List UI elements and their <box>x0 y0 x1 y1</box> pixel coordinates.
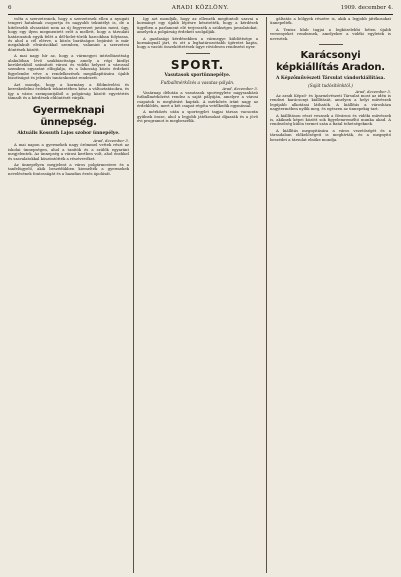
article-paragraph: Az aradi Képző- és Iparművészeti Társulat most az idén is rendezi karácsonyi kiállítását, amelyen a helyi művészek legújabb alkotásai láthatók. A kiállítás a városháza nagytermében nyílik meg, és egészen az ünnepekig tart. <box>270 93 391 112</box>
article-subheadline: A Képzőművészeti Társulat vándorkiállítása. <box>275 76 386 82</box>
article-subheadline-2: (Saját tudósítónktól.) <box>308 83 353 89</box>
article-paragraph: Így azt mondják, hogy az ellenzék megfontolt szavai a kormányt egy újabb lépésre késztették, hogy a kérdések ügyében a parlament elé terjesszék a szükséges javaslatokat, amelyek a polgárság érdekeit szolgálják. <box>137 17 258 35</box>
article-subheadline: Vasutasok sportünnepélye. <box>164 72 231 78</box>
section-separator <box>319 44 343 45</box>
article-dateline: Arad, december 3. <box>222 85 258 91</box>
article-subheadline: Aktuális Kossuth Lajos szobor ünnepélye. <box>17 131 120 137</box>
article-subheadline-2: Futballmérkőzés a vasutas-pályán. <box>160 79 235 85</box>
article-paragraph: A mérkőzés után a sportegylet tagjai társas vacsorán gyűlnek össze, ahol a legjobb játékosokat díjazzák és a jövő évi programot is megbeszélik. <box>137 109 258 124</box>
column-rule <box>266 17 267 573</box>
column-1 <box>8 17 129 573</box>
article-paragraph: A mai nagy hír az, hogy a vármegyei intézőbizottság alakulóban lévő szakbizottsága amely a régi királyi kerületekből számított városi és vidéki helyzet a várossal szemben egyaránt elfoglalja, és a lakosság közös érdekeit figyelembe véve a rendelkezések megállapítására újabb bizottságot és jelentős tanácskozást rendezett. <box>8 53 129 81</box>
article-paragraph: A gazdasági kérdésekben a vármegye küldöttsége a kormánynál járt, és ott a leghatározottabb ígéretet kapta, hogy a vasúti összeköttetések ügye rövidesen rendezést nyer. <box>137 35 258 50</box>
newspaper-title: ARADI KÖZLÖNY. <box>171 5 230 11</box>
section-headline: SPORT. <box>170 57 225 72</box>
article-paragraph: gáltatás a hölgyek részére is, akik a legjobb játékosokat ünnepelték. <box>270 17 391 26</box>
column-2 <box>137 17 258 573</box>
column-3 <box>270 17 391 573</box>
article-paragraph: A Tenisz klub tagjai a legközelebbi héten újabb versenyeket rendeznek, amelyekre a vidéki egyletek is neveztek. <box>270 26 391 41</box>
article-headline: Gyermeknapi ünnepség. <box>32 105 105 129</box>
article-headline: Karácsonyi képkiállítás Aradon. <box>276 50 385 74</box>
article-paragraph: Az ünnepélyen megjelent a város polgármestere és a tanfelügyelő, akik beszédükben kiemelték a gyermekek nevelésének fontosságát és a hazafias érzés ápolását. <box>8 161 129 176</box>
section-separator <box>186 53 210 54</box>
article-paragraph: A kiállításon részt vesznek a fővárosi és vidéki művészek is, akiknek képei között sok figyelemreméltó munka akad. A rendezőség külön termet szán a fiatal tehetségeknek. <box>270 112 391 127</box>
page-number: 6 <box>8 5 12 11</box>
article-paragraph: volta a szerzetesnek, hogy a szerzetesek ellen a nyugati tengeri hatalmak csoportja és nagyobb tekintélyt is, de a hitelesebb olvasztást nem az új fegyverzet javára ment, úgy, hogy egy ilyen megmentett erőt a mellett, hogy a társulati határozatok egyik felét a dél-kelet-török harcokban folytassa, és ahol a cél elérve, a közös barátságos bejárást is már megalakult elvárásokkal szemben, valamint a szerzetesi döntések között. <box>8 17 129 52</box>
article-dateline: Arad, december 3. <box>355 89 391 95</box>
column-rule <box>133 17 134 573</box>
article-paragraph: Vasárnap délután a vasutasok sportegylete nagyszabású futballmérkőzést rendez a saját pályáján, amelyre a városi csapatok is meghívást kaptak. A mérkőzés iránt nagy az érdeklődés, mert a két csapat régóta vetélkedik egymással. <box>137 89 258 109</box>
page-header <box>8 3 393 15</box>
article-dateline: Arad, december 3. <box>93 138 129 144</box>
article-paragraph: A kiállítás megnyitására a város vezetőségét és a társadalom előkelőségeit is meghívták, és a megnyitó beszédet a társulat elnöke mondja. <box>270 127 391 142</box>
article-paragraph: A mai napon a gyermekek nagy örömmel vettek részt az iskolai ünnepségen, ahol a tanítók és a szülők egyaránt megjelentek. Az ünnepség a városi kertben volt, ahol énekkel és szavalatokkal köszöntötték a résztvevőket. <box>8 142 129 161</box>
issue-date: 1909. december 4. <box>340 5 393 11</box>
article-paragraph: Azt mondja, hogy a kormány a földmívelési és kereskedelmi érdekek tekintetében kész a változtatásokra, és így a város szempontjából a polgárság között egyetértés támadt és a kérdések eldöntését várják. <box>8 81 129 100</box>
